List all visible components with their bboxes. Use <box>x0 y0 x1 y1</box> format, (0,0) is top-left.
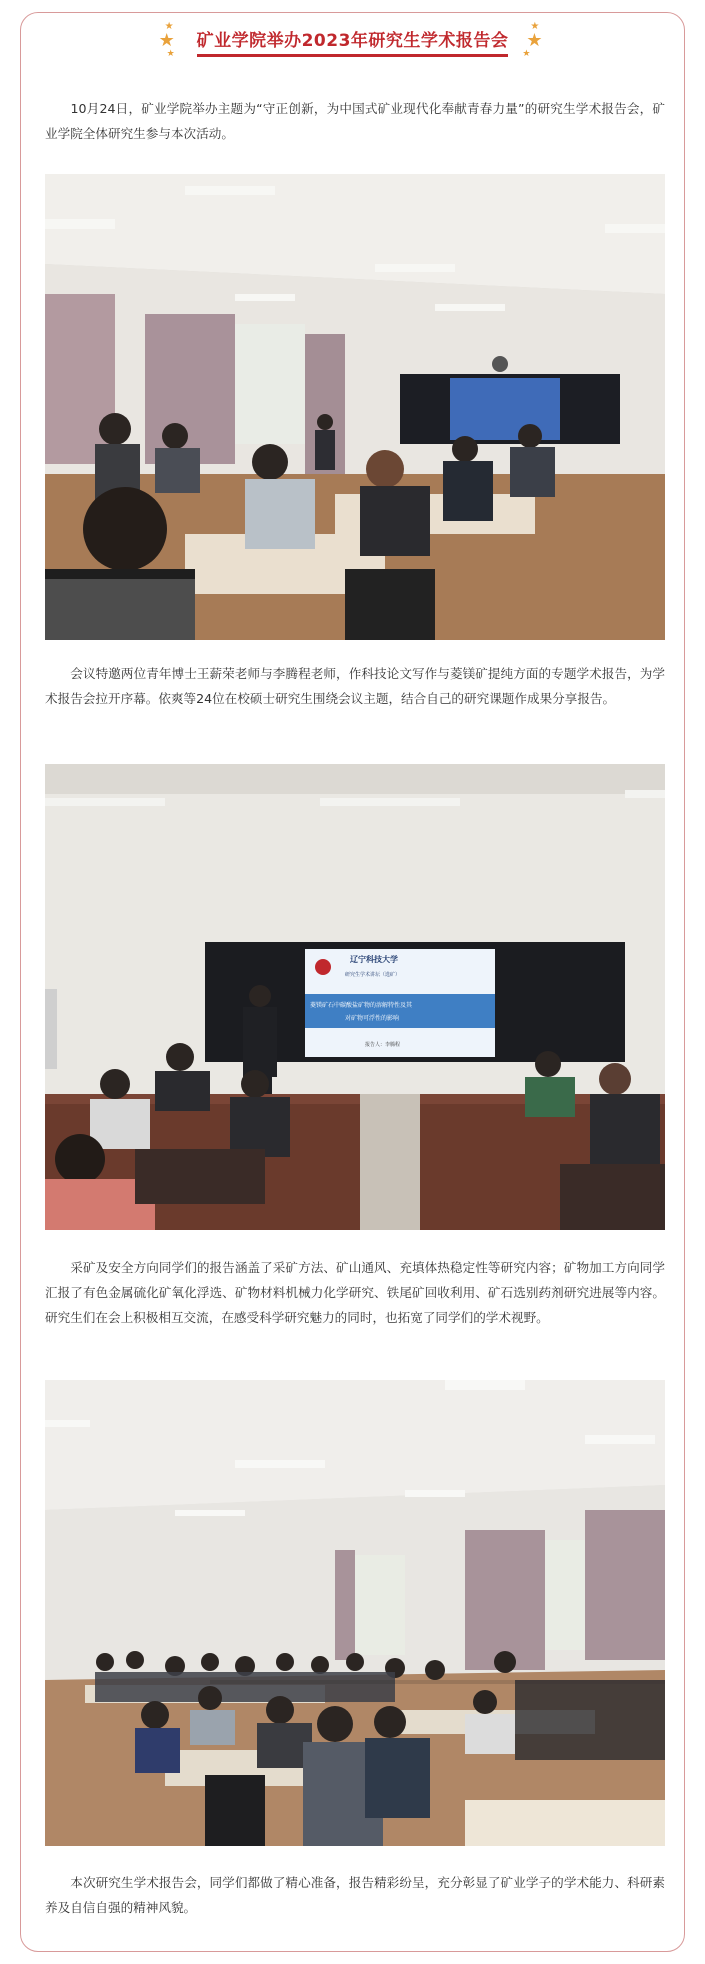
slide-speaker: 报告人：李腾程 <box>365 1042 401 1048</box>
slide-talk-title-line2: 对矿物可浮性的影响 <box>345 1015 400 1022</box>
slide-subtitle: 研究生学术讲坛（选矿） <box>345 972 401 978</box>
paragraph-conclusion: 本次研究生学术报告会，同学们都做了精心准备，报告精彩纷呈，充分彰显了矿业学子的学术能力、科研素养及自信自强的精神风貌。 <box>45 1875 665 1915</box>
photo-speaker-presentation <box>45 764 665 1230</box>
paragraph-invited-speakers: 会议特邀两位青年博士王薪荣老师与李腾程老师，作科技论文写作与菱镁矿提纯方面的专题学术报告，为学术报告会拉开序幕。依爽等24位在校硕士研究生围绕会议主题，结合自己的研究课题作成果分享报告。 <box>45 666 665 706</box>
article-title-text: 矿业学院举办2023年研究生学术报告会 <box>196 31 509 51</box>
title-underline <box>197 54 509 57</box>
photo-classroom-audience <box>45 174 665 640</box>
star-decoration-right: ★ ★ ★ <box>522 21 544 59</box>
photo-audience-wide <box>45 1380 665 1846</box>
article-title <box>158 21 544 59</box>
title-banner <box>0 21 705 59</box>
star-decoration-left: ★ ★ ★ <box>158 21 176 59</box>
paragraph-report-content: 采矿及安全方向同学们的报告涵盖了采矿方法、矿山通风、充填体热稳定性等研究内容；矿物加工方向同学汇报了有色金属硫化矿氧化浮选、矿物材料机械力化学研究、铁尾矿回收利用、矿石选别药剂研究进展等内容。研究生们在会上积极相互交流，在感受科学研究魅力的同时，也拓宽了同学们的学术视野。 <box>45 1260 665 1325</box>
paragraph-intro: 10月24日，矿业学院举办主题为“守正创新，为中国式矿业现代化奉献青春力量”的研究生学术报告会，矿业学院全体研究生参与本次活动。 <box>45 101 665 141</box>
slide-talk-title-line1: 菱镁矿石中碳酸盐矿物的溶解特性及其 <box>310 1002 413 1009</box>
slide-university-name: 辽宁科技大学 <box>350 955 398 964</box>
